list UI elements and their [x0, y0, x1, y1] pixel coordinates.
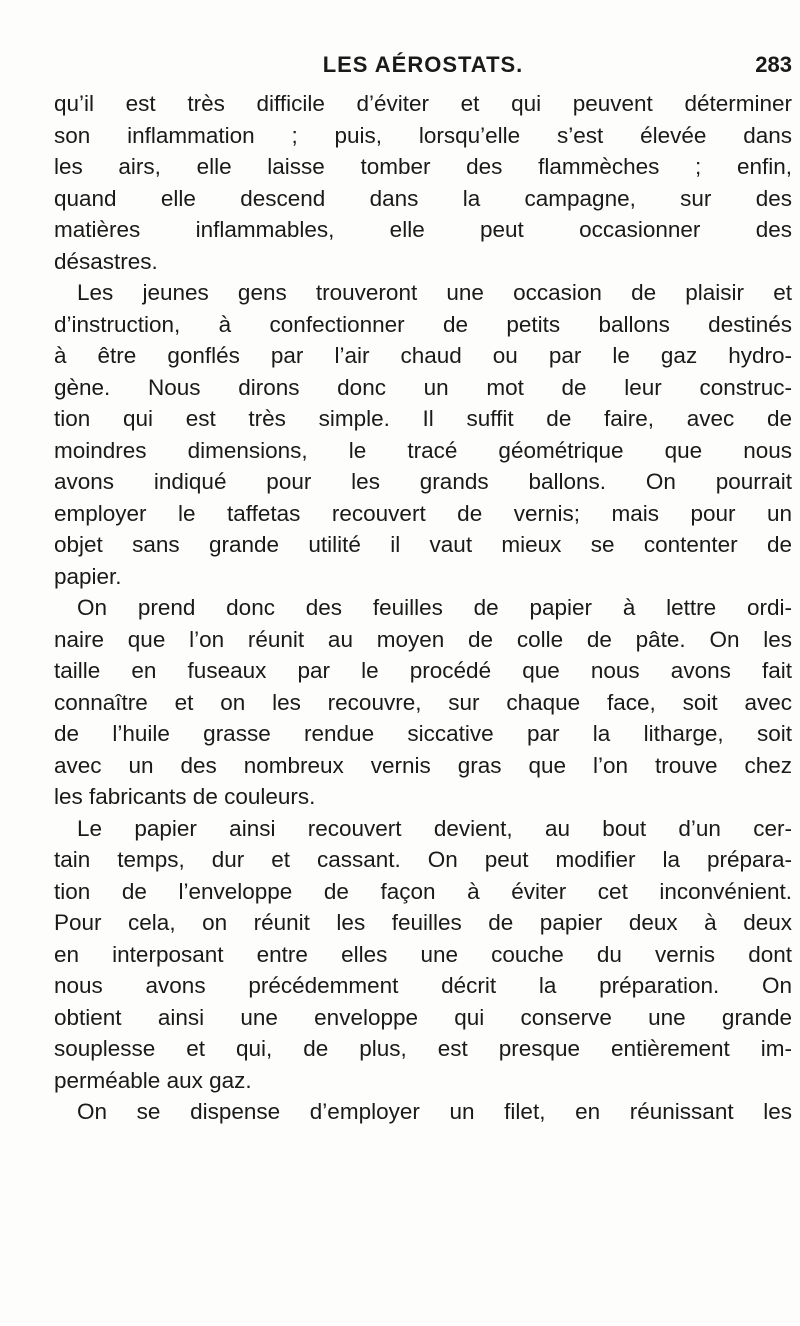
text-line: perméable aux gaz.	[54, 1067, 252, 1093]
text-line: en interposant entre elles une couche du vernis dont	[54, 941, 792, 967]
text-line: d’instruction, à confectionner de petits ballons destinés	[54, 311, 792, 337]
text-line: tion qui est très simple. Il suffit de faire, avec de	[54, 406, 792, 431]
text-line: employer le taffetas recouvert de vernis; mais pour un	[54, 500, 792, 526]
text-line: tain temps, dur et cassant. On peut modifier la prépara-	[54, 847, 792, 872]
text-line: objet sans grande utilité il vaut mieux se contenter de	[54, 532, 792, 557]
text-line: On se dispense d’employer un filet, en réunissant les	[77, 1099, 792, 1124]
page-number: 283	[755, 52, 792, 77]
text-line: à être gonflés par l’air chaud ou par le gaz hydro-	[54, 343, 792, 368]
text-line: connaître et on les recouvre, sur chaque face, soit avec	[54, 689, 792, 715]
text-line: désastres.	[54, 248, 158, 274]
text-line: On prend donc des feuilles de papier à lettre ordi-	[77, 595, 792, 620]
text-line: obtient ainsi une enveloppe qui conserve une grande	[54, 1004, 792, 1030]
text-line: son inflammation ; puis, lorsqu’elle s’est élevée dans	[54, 122, 792, 148]
text-line: de l’huile grasse rendue siccative par la litharge, soit	[54, 721, 792, 746]
text-line: avec un des nombreux vernis gras que l’on trouve chez	[54, 752, 792, 778]
text-line: les fabricants de couleurs.	[54, 784, 316, 809]
text-line: avons indiqué pour les grands ballons. On pourrait	[54, 469, 792, 494]
page-header	[54, 50, 792, 80]
body-text	[54, 88, 792, 1128]
text-line: naire que l’on réunit au moyen de colle de pâte. On les	[54, 626, 792, 652]
text-line: moindres dimensions, le tracé géométrique que nous	[54, 437, 792, 463]
text-line: papier.	[54, 563, 122, 589]
text-line: souplesse et qui, de plus, est presque entièrement im-	[54, 1036, 792, 1061]
text-line: taille en fuseaux par le procédé que nous avons fait	[54, 658, 792, 683]
text-line: Le papier ainsi recouvert devient, au bout d’un cer-	[77, 815, 792, 841]
running-title: LES AÉROSTATS.	[322, 52, 524, 77]
text-line: gène. Nous dirons donc un mot de leur construc-	[54, 374, 792, 400]
text-line: nous avons précédemment décrit la préparation. On	[54, 973, 792, 998]
text-line: Les jeunes gens trouveront une occasion de plaisir et	[77, 280, 792, 305]
text-line: quand elle descend dans la campagne, sur des	[54, 185, 792, 211]
text-line: Pour cela, on réunit les feuilles de papier deux à deux	[54, 910, 792, 935]
text-line: matières inflammables, elle peut occasionner des	[54, 217, 792, 242]
text-line: qu’il est très difficile d’éviter et qui peuvent déterminer	[54, 91, 792, 116]
text-line: tion de l’enveloppe de façon à éviter cet inconvénient.	[54, 878, 792, 904]
text-line: les airs, elle laisse tomber des flammèches ; enfin,	[54, 154, 792, 179]
